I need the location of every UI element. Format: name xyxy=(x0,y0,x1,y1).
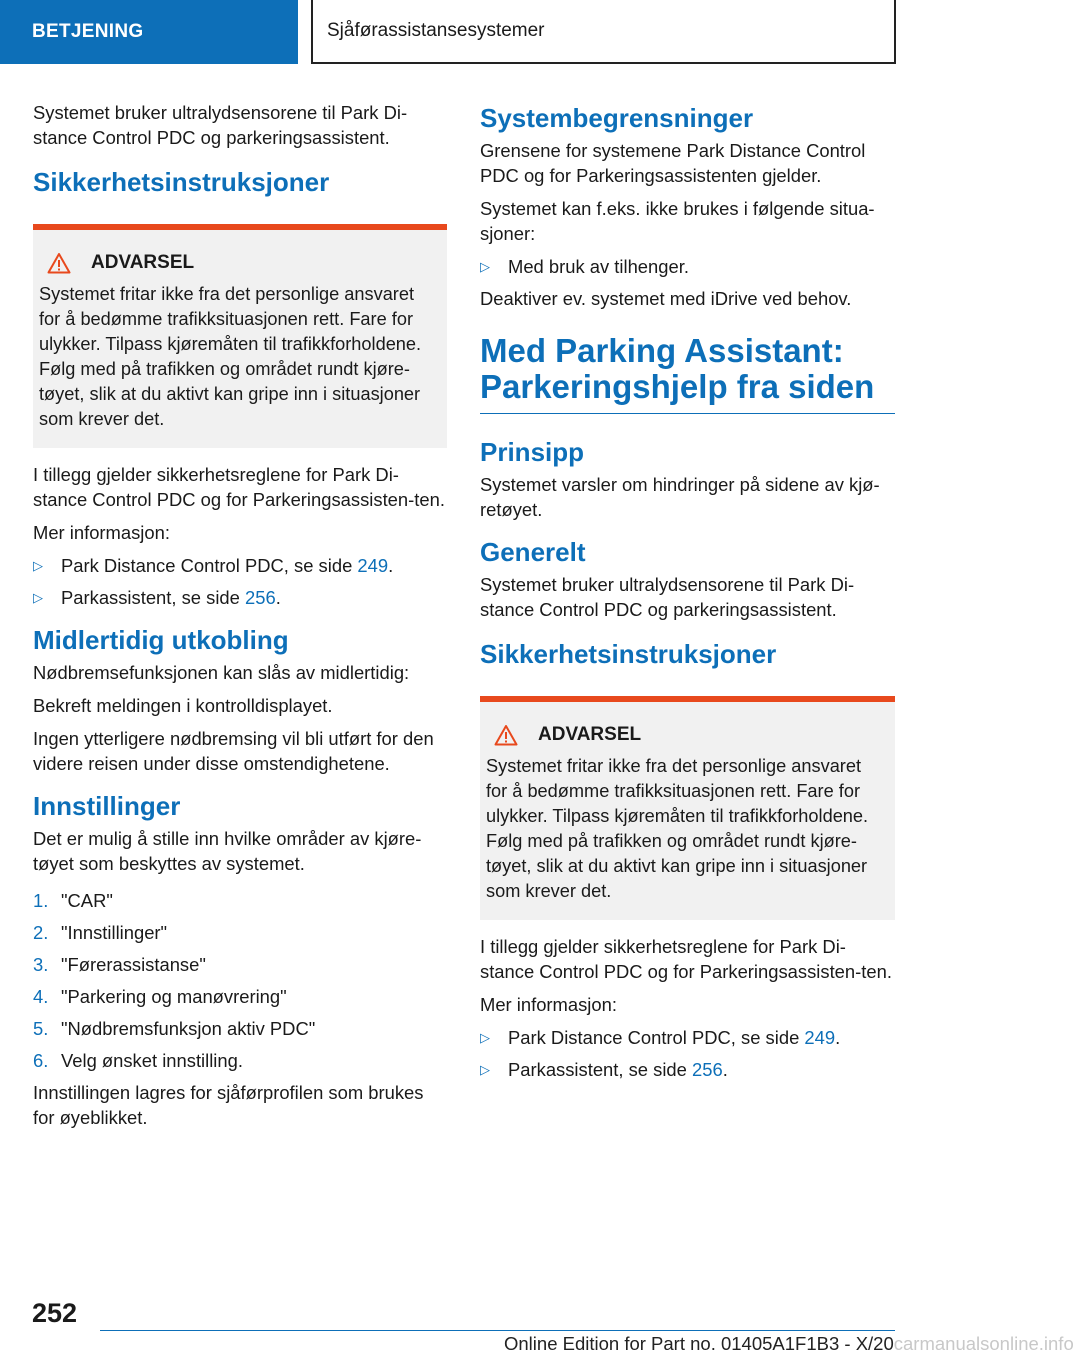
left-column xyxy=(33,100,447,1138)
right-column xyxy=(480,102,895,1089)
list-item: ▷ Park Distance Control PDC, se side 249. xyxy=(480,1027,841,1048)
list-item: ▷ Med bruk av tilhenger. xyxy=(480,256,689,277)
more-info-label: Mer informasjon: xyxy=(33,522,170,543)
principle-heading: Prinsipp xyxy=(480,437,585,467)
settings-note: Innstillingen lagres for sjåførprofilen som brukes for øyeblikket. xyxy=(33,1082,424,1128)
bullet-triangle-icon: ▷ xyxy=(480,1062,490,1077)
limits-paragraph-2: Systemet kan f.eks. ikke brukes i følgende situa-sjoner: xyxy=(480,198,875,244)
section-tab: BETJENING xyxy=(0,0,298,64)
warning-header xyxy=(39,252,439,274)
disable-paragraph-3: Ingen ytterligere nødbremsing vil bli utført for den videre reisen under disse omstendighetene. xyxy=(33,728,434,774)
warning-box xyxy=(480,696,895,920)
footer-edition xyxy=(504,1333,1074,1355)
settings-steps xyxy=(33,888,447,1073)
settings-heading: Innstillinger xyxy=(33,791,181,821)
bullet-triangle-icon: ▷ xyxy=(33,590,43,605)
reference-list xyxy=(33,553,447,610)
more-info-label: Mer informasjon: xyxy=(480,994,617,1015)
warning-text: Systemet fritar ikke fra det personlige ansvaret for å bedømme trafikksituasjonen rett. Fare for ulykker. Tilpass kjøremåten til trafikkforholdene. Følg med på trafikken og området rundt kjøre-tøyet, slik at du aktivt kan gripe inn i situasjoner som krever det. xyxy=(486,756,869,901)
disable-paragraph-2: Bekreft meldingen i kontrolldisplayet. xyxy=(33,695,333,716)
intro-paragraph: Systemet bruker ultralydsensorene til Park Di-stance Control PDC og parkeringsassistent. xyxy=(33,102,408,148)
footer-divider xyxy=(100,1330,895,1331)
additional-rules: I tillegg gjelder sikkerhetsreglene for Park Di-stance Control PDC og for Parkeringsassisten-ten. xyxy=(33,464,445,510)
safety-heading: Sikkerhetsinstruksjoner xyxy=(33,167,330,197)
edition-text: Online Edition for Part no. 01405A1F1B3 - X/20 xyxy=(504,1333,894,1354)
warning-text: Systemet fritar ikke fra det personlige ansvaret for å bedømme trafikksituasjonen rett. Fare for ulykker. Tilpass kjøremåten til trafikkforholdene. Følg med på trafikken og området rundt kjøre-tøyet, slik at du aktivt kan gripe inn i situasjoner som krever det. xyxy=(39,284,422,429)
main-heading: Med Parking Assistant: Parkeringshjelp fra siden xyxy=(480,333,895,414)
chapter-title: Sjåførassistansesystemer xyxy=(311,0,896,64)
general-heading: Generelt xyxy=(480,537,586,567)
watermark: carmanualsonline.info xyxy=(893,1333,1074,1354)
page-link-256[interactable]: 256 xyxy=(245,587,276,608)
page-header xyxy=(0,0,960,66)
disable-heading: Midlertidig utkobling xyxy=(33,625,289,655)
list-item: 1. "CAR" xyxy=(33,890,113,911)
list-item: 5. "Nødbremsfunksjon aktiv PDC" xyxy=(33,1018,316,1039)
warning-triangle-icon xyxy=(494,724,518,746)
settings-intro: Det er mulig å stille inn hvilke områder av kjøre-tøyet som beskyttes av systemet. xyxy=(33,828,422,874)
list-item: 4. "Parkering og manøvrering" xyxy=(33,986,287,1007)
list-item: ▷ Parkassistent, se side 256. xyxy=(33,587,281,608)
bullet-triangle-icon: ▷ xyxy=(480,1030,490,1045)
list-item: 2. "Innstillinger" xyxy=(33,922,168,943)
safety-heading: Sikkerhetsinstruksjoner xyxy=(480,639,777,669)
bullet-triangle-icon: ▷ xyxy=(33,558,43,573)
list-item: 3. "Førerassistanse" xyxy=(33,954,206,975)
list-item: ▷ Parkassistent, se side 256. xyxy=(480,1059,728,1080)
list-item: ▷ Park Distance Control PDC, se side 249. xyxy=(33,555,394,576)
list-item: 6. Velg ønsket innstilling. xyxy=(33,1050,243,1071)
principle-text: Systemet varsler om hindringer på sidene av kjø-retøyet. xyxy=(480,474,880,520)
additional-rules: I tillegg gjelder sikkerhetsreglene for Park Di-stance Control PDC og for Parkeringsassisten-ten. xyxy=(480,936,892,982)
disable-paragraph-1: Nødbremsefunksjonen kan slås av midlertidig: xyxy=(33,662,410,683)
bullet-triangle-icon: ▷ xyxy=(480,259,490,274)
warning-box xyxy=(33,224,447,448)
limits-list xyxy=(480,254,895,279)
reference-list xyxy=(480,1025,895,1082)
warning-triangle-icon xyxy=(47,252,71,274)
limits-paragraph-3: Deaktiver ev. systemet med iDrive ved behov. xyxy=(480,288,852,309)
page-link-249[interactable]: 249 xyxy=(357,555,389,576)
page-link-256[interactable]: 256 xyxy=(692,1059,723,1080)
limits-paragraph-1: Grensene for systemene Park Distance Control PDC og for Parkeringsassistenten gjelder. xyxy=(480,140,866,186)
limits-heading: Systembegrensninger xyxy=(480,103,754,133)
warning-label: ADVARSEL xyxy=(538,724,642,745)
warning-label: ADVARSEL xyxy=(91,252,195,273)
general-text: Systemet bruker ultralydsensorene til Park Di-stance Control PDC og parkeringsassistent. xyxy=(480,574,855,620)
page-number: 252 xyxy=(32,1298,78,1328)
warning-header xyxy=(486,724,887,746)
page-link-249[interactable]: 249 xyxy=(804,1027,836,1048)
